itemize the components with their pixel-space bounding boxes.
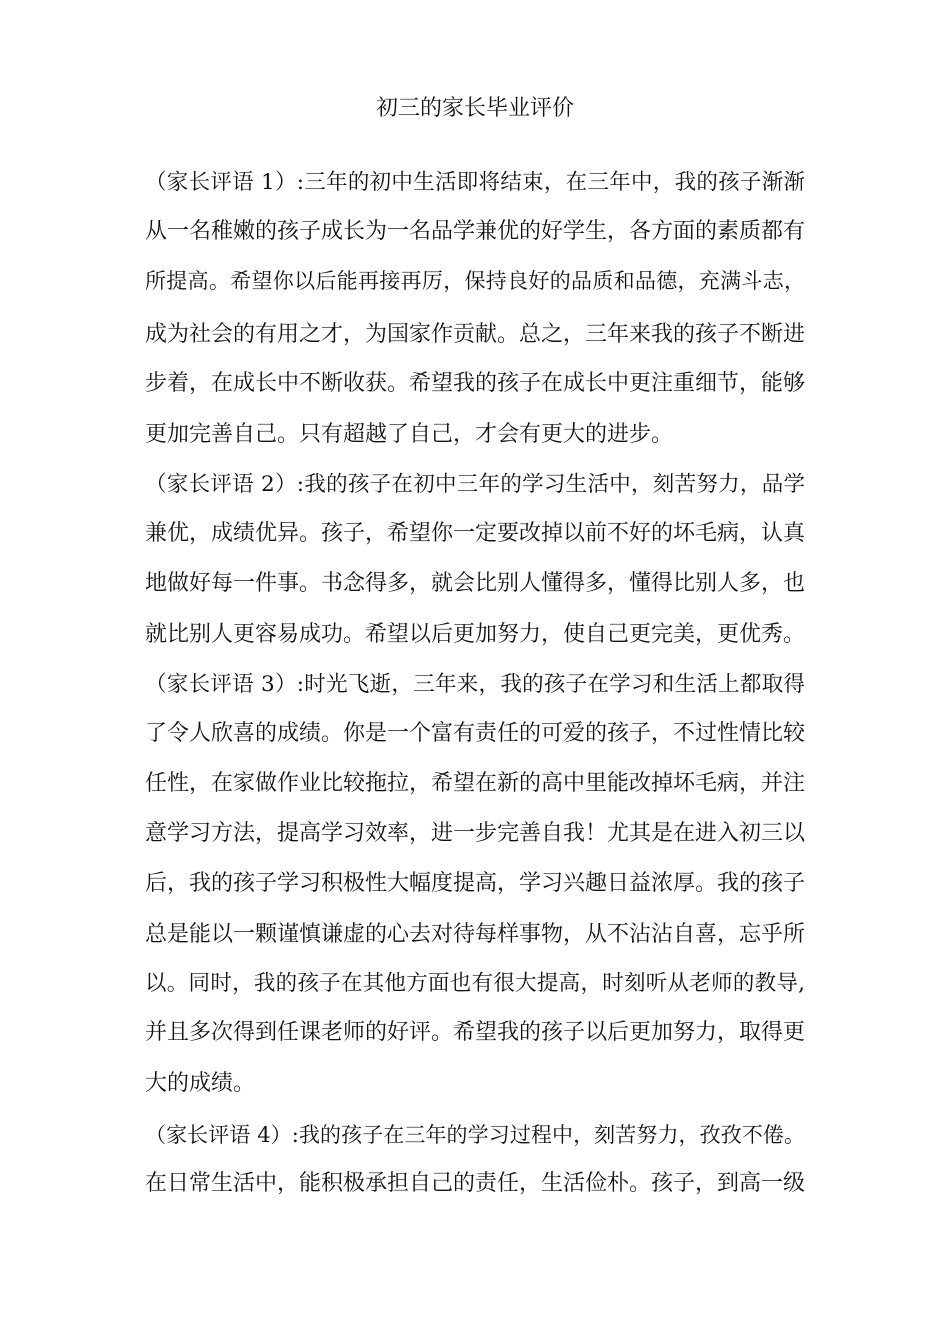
- text-line: （家长评语 2）:我的孩子在初中三年的学习生活中，刻苦努力，品学: [145, 472, 805, 497]
- text-line: 从一名稚嫩的孩子成长为一名品学兼优的好学生，各方面的素质都有: [145, 219, 806, 244]
- text-line: （家长评语 4）:我的孩子在三年的学习过程中，刻苦努力，孜孜不倦。: [145, 1123, 805, 1147]
- document-title: 初三的家长毕业评价: [375, 96, 574, 121]
- text-line: 意学习方法，提高学习效率，进一步完善自我！尤其是在进入初三以: [145, 821, 806, 846]
- text-line: 大的成绩。: [145, 1071, 256, 1096]
- text-line: 后，我的孩子学习积极性大幅度提高，学习兴趣日益浓厚。我的孩子: [145, 871, 806, 896]
- text-line: 步着，在成长中不断收获。希望我的孩子在成长中更注重细节，能够: [145, 371, 806, 396]
- text-line: 地做好每一件事。书念得多，就会比别人懂得多，懂得比别人多，也: [145, 571, 806, 596]
- text-line: 以。同时，我的孩子在其他方面也有很大提高，时刻听从老师的教导,: [145, 971, 805, 996]
- text-line: 了令人欣喜的成绩。你是一个富有责任的可爱的孩子，不过性情比较: [145, 721, 806, 746]
- text-line: 在日常生活中，能积极承担自己的责任，生活俭朴。孩子，到高一级: [145, 1171, 806, 1196]
- text-line: 更加完善自己。只有超越了自己，才会有更大的进步。: [145, 422, 674, 447]
- text-line: 兼优，成绩优异。孩子，希望你一定要改掉以前不好的坏毛病，认真: [145, 521, 806, 546]
- text-line: （家长评语 1）:三年的初中生活即将结束，在三年中，我的孩子渐渐: [145, 170, 805, 195]
- text-line: （家长评语 3）:时光飞逝，三年来，我的孩子在学习和生活上都取得: [145, 672, 805, 697]
- text-line: 成为社会的有用之才，为国家作贡献。总之，三年来我的孩子不断进: [145, 322, 806, 347]
- text-line: 任性，在家做作业比较拖拉，希望在新的高中里能改掉坏毛病，并注: [145, 771, 806, 796]
- text-line: 并且多次得到任课老师的好评。希望我的孩子以后更加努力，取得更: [145, 1020, 806, 1045]
- text-line: 总是能以一颗谨慎谦虚的心去对待每样事物，从不沾沾自喜，忘乎所: [145, 922, 806, 947]
- text-line: 就比别人更容易成功。希望以后更加努力，使自己更完美，更优秀。: [145, 622, 806, 647]
- text-line: 所提高。希望你以后能再接再厉，保持良好的品质和品德，充满斗志，: [145, 269, 805, 293]
